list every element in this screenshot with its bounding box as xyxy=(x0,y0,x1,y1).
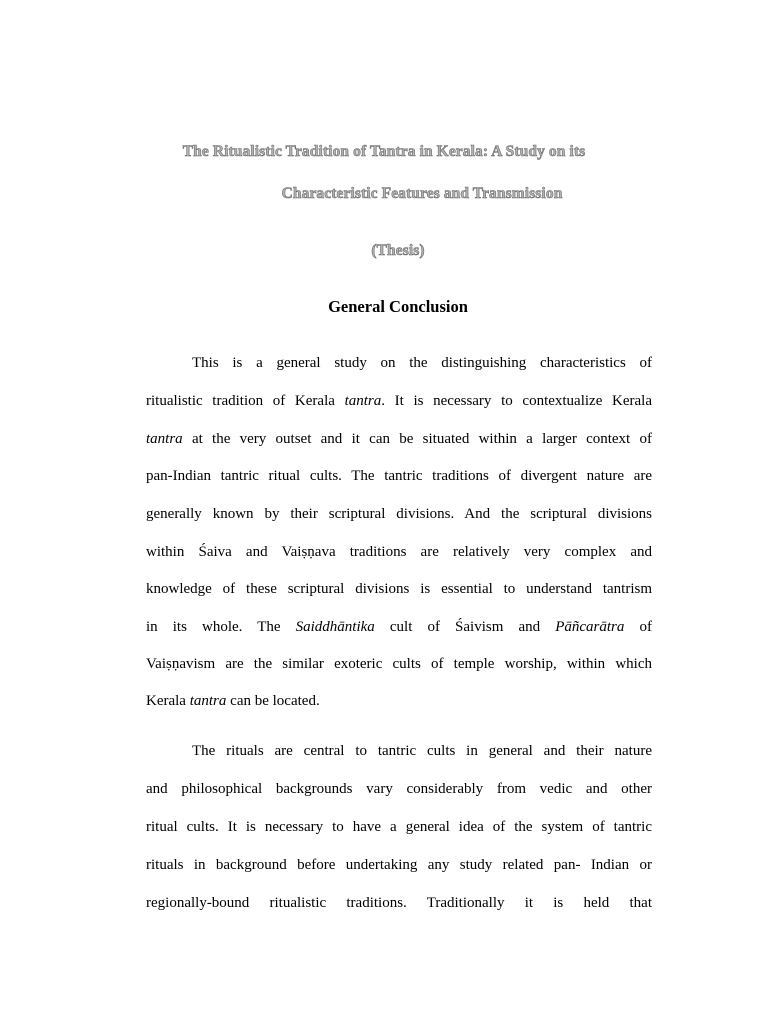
title-line-1: The Ritualistic Tradition of Tantra in Kerala: A Study on its xyxy=(182,143,586,160)
paragraph-line: within Śaiva and Vaiṣṇava traditions are relatively very complex and xyxy=(146,544,652,560)
italic-term: Pāñcarātra xyxy=(555,619,625,635)
italic-term: tantra xyxy=(146,431,183,447)
paragraph-line: rituals in background before undertaking any study related pan- Indian or xyxy=(146,857,652,873)
italic-term: tantra xyxy=(344,393,382,409)
paragraph-line: pan-Indian tantric ritual cults. The tantric traditions of divergent nature are xyxy=(146,468,652,484)
paragraph-line: in its whole. The Saiddhāntika cult of Śaivism and Pāñcarātra of xyxy=(146,619,652,635)
paragraph-line: Kerala tantra can be located. xyxy=(146,693,320,709)
paragraph-line: This is a general study on the distinguishing characteristics of xyxy=(192,355,652,371)
paragraph-line: ritualistic tradition of Kerala tantra. It is necessary to contextualize Kerala xyxy=(146,393,652,409)
paragraph-line: ritual cults. It is necessary to have a general idea of the system of tantric xyxy=(146,819,652,835)
paragraph-line: regionally-bound ritualistic traditions. Traditionally it is held that xyxy=(146,895,652,911)
title-line-3: (Thesis) xyxy=(371,242,425,259)
section-heading: General Conclusion xyxy=(328,297,468,316)
italic-term: tantra xyxy=(189,693,227,709)
paragraph-line: tantra at the very outset and it can be situated within a larger context of xyxy=(146,431,652,447)
paragraph-line: Vaiṣṇavism are the similar exoteric cults of temple worship, within which xyxy=(146,656,652,672)
paragraph-line: and philosophical backgrounds vary considerably from vedic and other xyxy=(146,781,652,797)
italic-term: Saiddhāntika xyxy=(295,619,375,635)
paragraph-line: generally known by their scriptural divisions. And the scriptural divisions xyxy=(146,506,652,522)
paragraph-line: knowledge of these scriptural divisions is essential to understand tantrism xyxy=(146,581,652,597)
title-line-2: Characteristic Features and Transmission xyxy=(281,185,563,202)
paragraph-line: The rituals are central to tantric cults in general and their nature xyxy=(192,743,652,759)
